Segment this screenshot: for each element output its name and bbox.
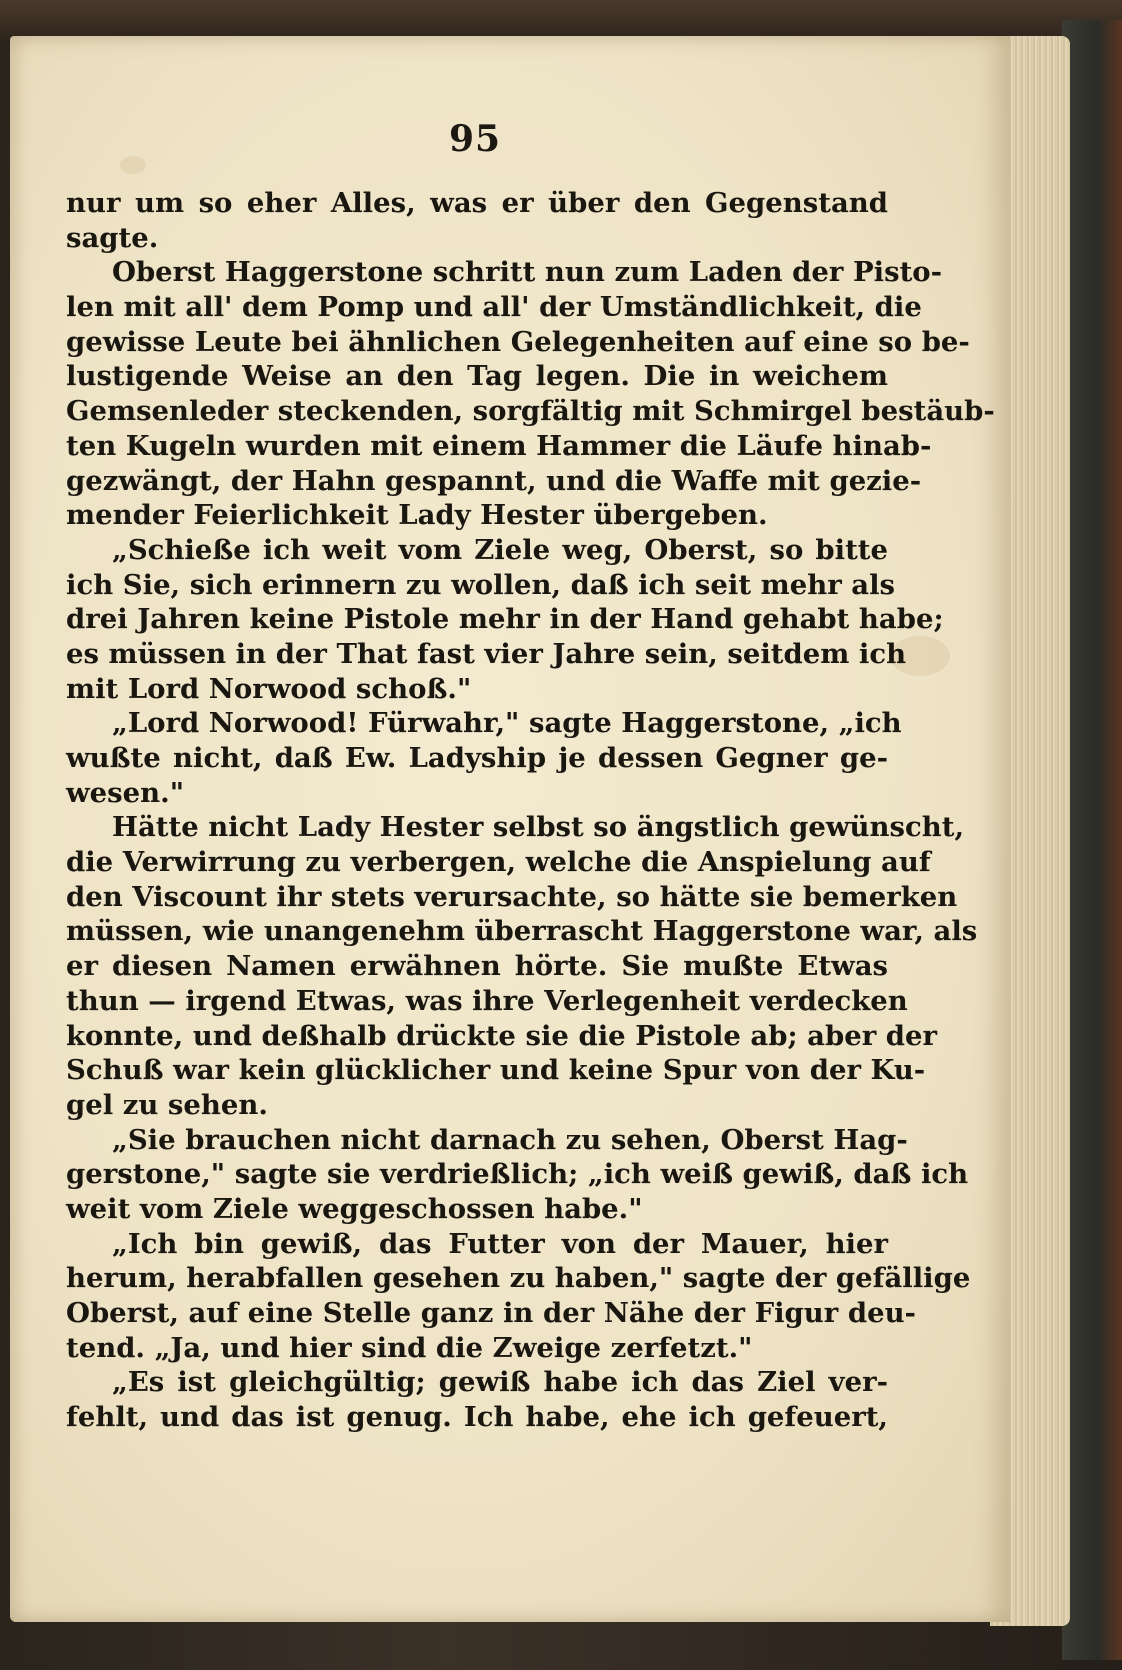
text-line: Schuß war kein glücklicher und keine Spur von der Ku- <box>66 1054 926 1087</box>
text-line: es müssen in der That fast vier Jahre sein, seitdem ich <box>66 637 907 670</box>
page-number: 95 <box>448 118 502 160</box>
text-line: die Verwirrung zu verbergen, welche die Anspielung auf <box>66 846 931 879</box>
text-line: drei Jahren keine Pistole mehr in der Hand gehabt habe; <box>66 603 944 636</box>
text-line: len mit all' dem Pomp und all' der Umständlichkeit, die <box>66 291 922 324</box>
text-line: den Viscount ihr stets verursachte, so hätte sie bemerken <box>66 880 958 913</box>
text-line: nur um so eher Alles, was er über den Gegenstand <box>66 187 888 219</box>
text-line: „Ich bin gewiß, das Futter von der Mauer, hier <box>112 1227 888 1260</box>
text-line: herum, herabfallen gesehen zu haben," sagte der gefällige <box>66 1262 971 1295</box>
text-line: mender Feierlichkeit Lady Hester übergeben. <box>66 499 768 532</box>
text-line: sagte. <box>66 221 159 254</box>
book-cover-right <box>1062 20 1122 1660</box>
text-line: „Lord Norwood! Fürwahr," sagte Haggerstone, „ich <box>112 707 902 740</box>
text-line: gel zu sehen. <box>66 1088 268 1121</box>
text-line: Gemsenleder steckenden, sorgfältig mit Schmirgel bestäub- <box>66 395 995 428</box>
text-line: weit vom Ziele weggeschossen habe." <box>66 1192 643 1225</box>
text-line: Oberst, auf eine Stelle ganz in der Nähe der Figur deu- <box>66 1297 916 1329</box>
text-line: Oberst Haggerstone schritt nun zum Laden der Pisto- <box>112 256 943 289</box>
text-line: konnte, und deßhalb drückte sie die Pistole ab; aber der <box>66 1019 937 1052</box>
text-line: fehlt, und das ist genug. Ich habe, ehe ich gefeuert, <box>66 1401 888 1434</box>
book-cover-top <box>0 0 1122 40</box>
text-line: lustigende Weise an den Tag legen. Die in weichem <box>66 360 888 393</box>
text-line: Hätte nicht Lady Hester selbst so ängstlich gewünscht, <box>112 811 965 844</box>
text-line: „Es ist gleichgültig; gewiß habe ich das Ziel ver- <box>112 1366 888 1399</box>
text-line: ich Sie, sich erinnern zu wollen, daß ich seit mehr als <box>66 568 896 601</box>
text-line: wußte nicht, daß Ew. Ladyship je dessen Gegner ge- <box>66 742 888 774</box>
text-line: er diesen Namen erwähnen hörte. Sie mußte Etwas <box>66 950 888 983</box>
text-line: ten Kugeln wurden mit einem Hammer die Läufe hinab- <box>66 429 932 462</box>
text-line: müssen, wie unangenehm überrascht Haggerstone war, als <box>66 915 978 948</box>
text-line: gerstone," sagte sie verdrießlich; „ich weiß gewiß, daß ich <box>66 1158 969 1191</box>
text-line: mit Lord Norwood schoß." <box>66 672 472 705</box>
text-line: thun — irgend Etwas, was ihre Verlegenheit verdecken <box>66 984 908 1017</box>
text-line: gewisse Leute bei ähnlichen Gelegenheiten auf eine so be- <box>66 325 970 358</box>
text-line: „Schieße ich weit vom Ziele weg, Oberst, so bitte <box>112 533 888 566</box>
body-text <box>66 186 995 1435</box>
text-line: gezwängt, der Hahn gespannt, und die Waffe mit gezie- <box>66 464 922 497</box>
text-line: wesen." <box>66 776 185 809</box>
text-line: tend. „Ja, und hier sind die Zweige zerfetzt." <box>66 1331 753 1364</box>
text-line: „Sie brauchen nicht darnach zu sehen, Oberst Hag- <box>112 1123 908 1156</box>
book-page <box>10 36 1010 1622</box>
